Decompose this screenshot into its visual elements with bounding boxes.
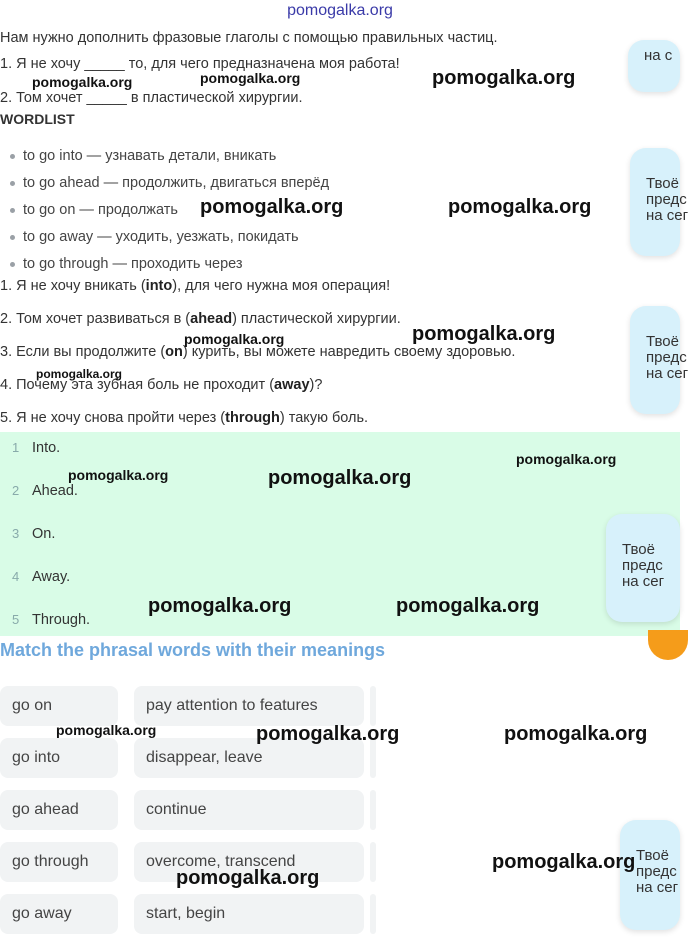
wordlist-item: to go on — продолжать [10,202,178,218]
watermark: pomogalka.org [32,74,133,90]
promo-popup[interactable]: Твоё предс на сег [620,820,680,930]
question-1: 1. Я не хочу _____ то, для чего предназначена моя работа! [0,56,400,72]
match-slot[interactable] [370,686,376,726]
watermark: pomogalka.org [200,196,344,218]
bullet-icon [10,181,15,186]
match-word-chip[interactable]: go into [0,738,118,778]
promo-popup[interactable]: на с [628,40,680,92]
wordlist-heading: WORDLIST [0,111,75,127]
watermark: pomogalka.org [448,196,592,218]
promo-popup[interactable]: Твоё предс на сег [630,148,680,256]
sentence-1: 1. Я не хочу вникать (into), для чего нужна моя операция! [0,278,391,294]
match-meaning-chip[interactable]: start, begin [134,894,364,934]
decorative-orange-shape [648,630,688,660]
watermark: pomogalka.org [184,331,285,347]
match-slot[interactable] [370,894,376,934]
watermark: pomogalka.org [176,867,320,889]
bullet-icon [10,208,15,213]
match-word-chip[interactable]: go on [0,686,118,726]
match-meaning-chip[interactable]: pay attention to features [134,686,364,726]
answer-row: 2 Ahead. [12,483,78,499]
match-word-chip[interactable]: go ahead [0,790,118,830]
task-instruction: Нам нужно дополнить фразовые глаголы с помощью правильных частиц. [0,30,498,46]
watermark: pomogalka.org [256,723,400,745]
match-meaning-chip[interactable]: overcome, transcend [134,842,364,882]
answer-row: 5 Through. [12,612,91,628]
match-meaning-chip[interactable]: disappear, leave [134,738,364,778]
watermark: pomogalka.org [56,722,157,738]
watermark: pomogalka.org [492,851,636,873]
sentence-4: 4. Почему эта зубная боль не проходит (away)? [0,377,323,393]
question-2: 2. Том хочет _____ в пластической хирургии. [0,90,303,106]
watermark: pomogalka.org [200,70,301,86]
watermark: pomogalka.org [36,367,123,381]
match-slot[interactable] [370,790,376,830]
bullet-icon [10,235,15,240]
wordlist-item: to go ahead — продолжить, двигаться вперёд [10,175,329,191]
watermark: pomogalka.org [412,323,556,345]
sentence-5: 5. Я не хочу снова пройти через (through) такую боль. [0,410,369,426]
match-word-chip[interactable]: go away [0,894,118,934]
match-slot[interactable] [370,842,376,882]
watermark: pomogalka.org [396,595,540,617]
match-word-chip[interactable]: go through [0,842,118,882]
bullet-icon [10,262,15,267]
wordlist-item: to go through — проходить через [10,256,243,272]
watermark: pomogalka.org [504,723,648,745]
sentence-2: 2. Том хочет развиваться в (ahead) пластической хирургии. [0,311,401,327]
match-title: Match the phrasal words with their meanings [0,640,386,660]
bullet-icon [10,154,15,159]
answer-row: 1 Into. [12,440,61,456]
wordlist-item: to go into — узнавать детали, вникать [10,148,276,164]
wordlist-item: to go away — уходить, уезжать, покидать [10,229,299,245]
watermark: pomogalka.org [68,467,169,483]
answer-row: 3 On. [12,526,56,542]
promo-popup[interactable]: Твоё предс на сег [606,514,680,622]
match-meaning-chip[interactable]: continue [134,790,364,830]
watermark: pomogalka.org [432,67,576,89]
site-header-logo[interactable]: pomogalka.org [287,2,393,19]
answer-row: 4 Away. [12,569,71,585]
promo-popup[interactable]: Твоё предс на сег [630,306,680,414]
watermark: pomogalka.org [148,595,292,617]
sentence-3: 3. Если вы продолжите (on) курить, вы можете навредить своему здоровью. [0,344,516,360]
watermark: pomogalka.org [268,467,412,489]
watermark: pomogalka.org [516,451,617,467]
